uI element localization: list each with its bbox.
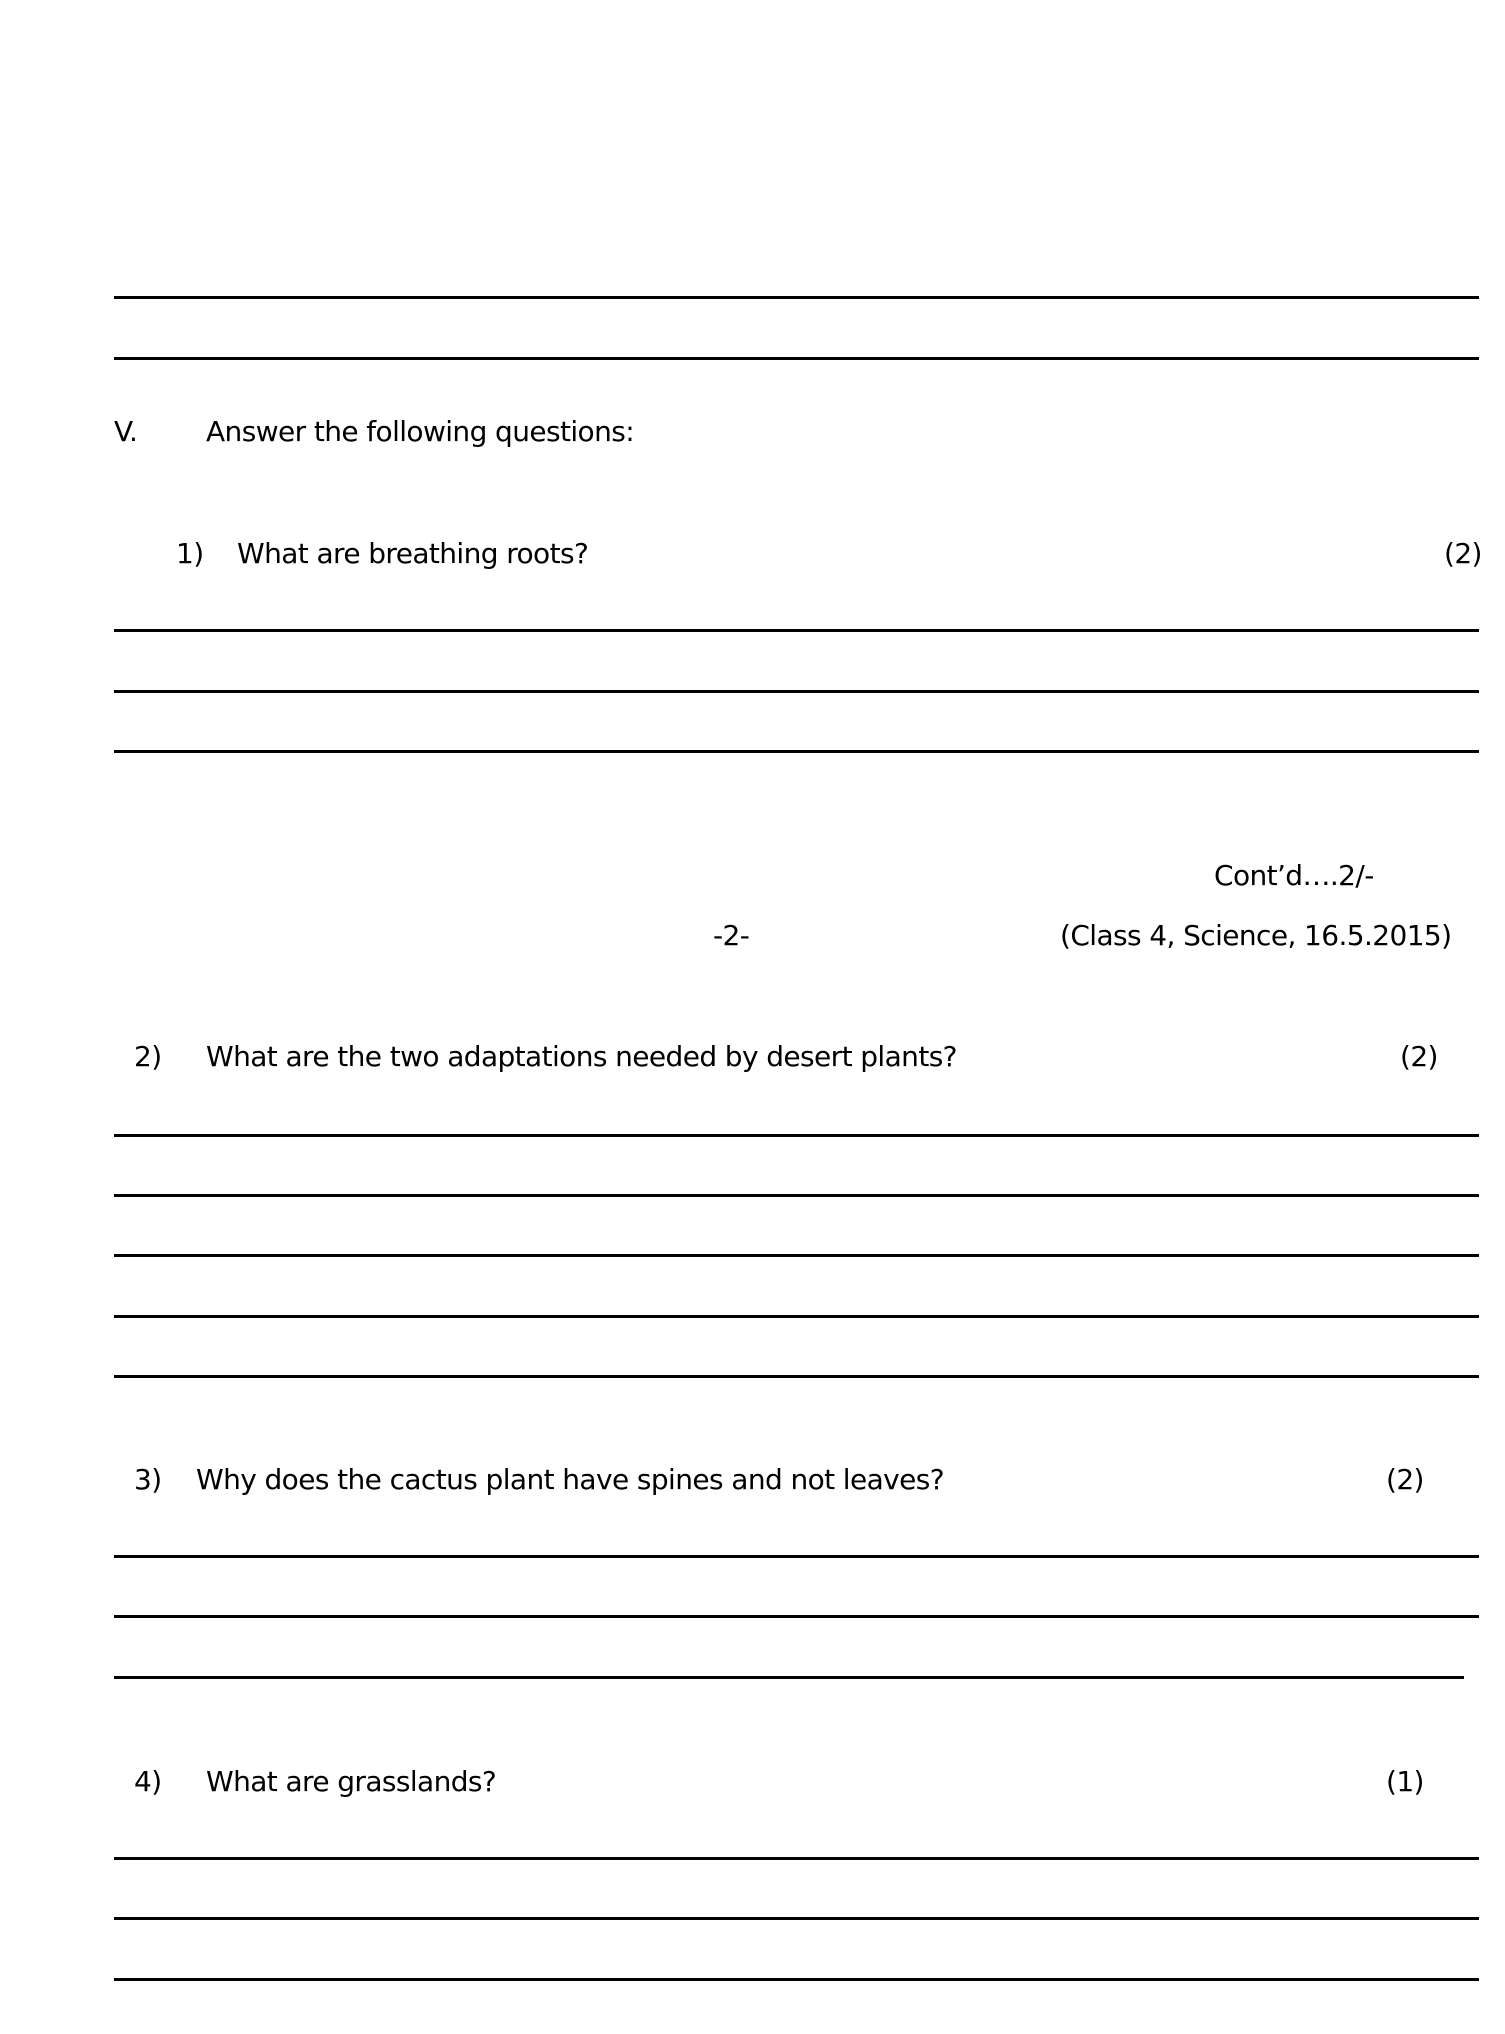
answer-line[interactable] — [114, 1254, 1479, 1257]
answer-line[interactable] — [114, 629, 1479, 632]
answer-line[interactable] — [114, 1315, 1479, 1318]
question-text: What are grasslands? — [206, 1765, 497, 1798]
question-text: Why does the cactus plant have spines and not leaves? — [196, 1463, 945, 1496]
section-title: Answer the following questions: — [206, 415, 635, 448]
continued-note: Cont’d….2/- — [1214, 859, 1374, 892]
answer-line[interactable] — [114, 296, 1479, 299]
answer-line[interactable] — [114, 357, 1479, 360]
answer-line[interactable] — [114, 1857, 1479, 1860]
answer-line[interactable] — [114, 750, 1479, 753]
answer-line[interactable] — [114, 1375, 1479, 1378]
question-text: What are breathing roots? — [237, 537, 589, 570]
question-marks: (1) — [1386, 1765, 1424, 1798]
answer-line[interactable] — [114, 1917, 1479, 1920]
question-marks: (2) — [1444, 537, 1482, 570]
answer-line[interactable] — [114, 1676, 1464, 1679]
question-number: 3) — [134, 1463, 162, 1496]
question-marks: (2) — [1400, 1040, 1438, 1073]
answer-line[interactable] — [114, 1615, 1479, 1618]
question-marks: (2) — [1386, 1463, 1424, 1496]
answer-line[interactable] — [114, 1978, 1479, 1981]
page-number: -2- — [713, 919, 750, 952]
section-number: V. — [114, 415, 138, 448]
answer-line[interactable] — [114, 1134, 1479, 1137]
question-number: 2) — [134, 1040, 162, 1073]
question-number: 4) — [134, 1765, 162, 1798]
page-header-info: (Class 4, Science, 16.5.2015) — [1060, 919, 1452, 952]
question-text: What are the two adaptations needed by desert plants? — [206, 1040, 957, 1073]
question-number: 1) — [176, 537, 204, 570]
answer-line[interactable] — [114, 690, 1479, 693]
answer-line[interactable] — [114, 1194, 1479, 1197]
answer-line[interactable] — [114, 1555, 1479, 1558]
